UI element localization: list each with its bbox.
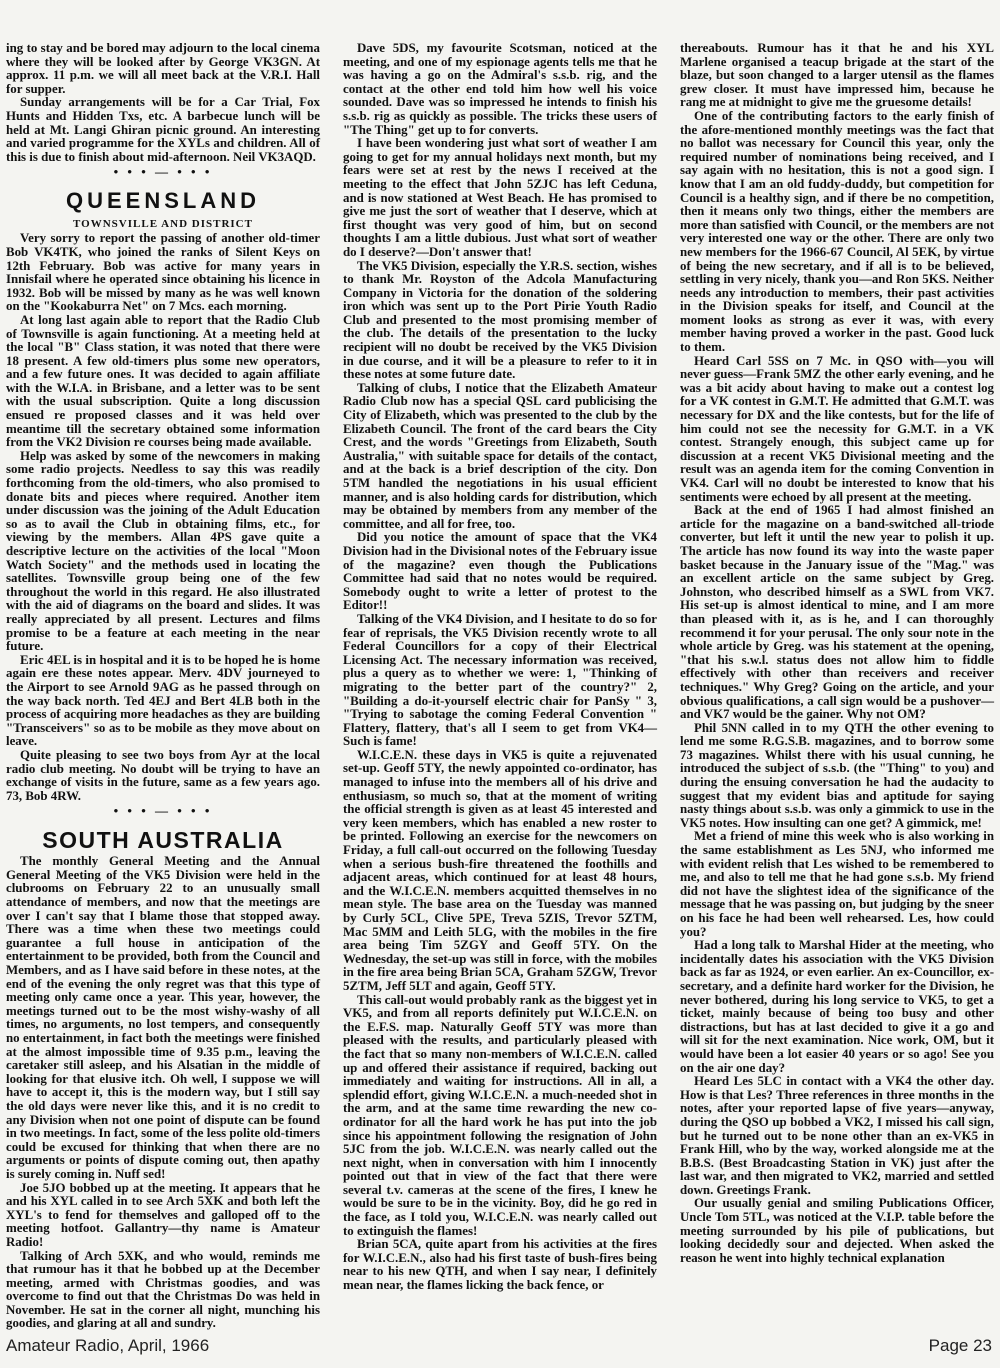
paragraph: Talking of the VK4 Division, and I hesitate to do so for fear of reprisals, the VK5 Division recently wrote to all Federal Councillors for a copy of their Electrical Licensing Act. The necessary information was received, plus a query as to whether we were: 1, "Thinking of migrating to the better part of the country?" 2, "Building a do-it-yourself electric chair for PanSy " 3, "Trying to sabotage the coming Federal Convention " Flattery, flattery, that's all I seem to get from VK4—Such is fame! <box>343 611 657 749</box>
paragraph: Phil 5NN called in to my QTH the other evening to lend me some R.G.S.B. magazines, and to borrow some 73 magazines. Whilst there with his usual cunning, he introduced the subject of s.s.b. (the "Thing" to you) and during the ensuing conversation he had the audacity to suggest that my evident bias and aptitude for saying nasty things about s.s.b. was only a gimmick to use in the VK5 notes. How insulting can one get? A gimmick, me! <box>680 720 994 830</box>
footer-publication: Amateur Radio, April, 1966 <box>6 1336 210 1355</box>
paragraph: Eric 4EL is in hospital and it is to be hoped he is home again ere these notes appear. Merv. 4DV journeyed to the Airport to see Arnold 9AG as he passed through on the way back north. Ted 4EJ and Bert 4LB both in the process of acquiring more headaches as they are building "Transceivers" so as to be mobile as they move about on leave. <box>6 652 320 749</box>
column-1 <box>6 41 320 1331</box>
paragraph: Joe 5JO bobbed up at the meeting. It appears that he and his XYL called in to see Arch 5XK and both left the XYL's to fend for themselves and galloped off to the meeting hotfoot. Gallantry—thy name is Amateur Radio! <box>6 1180 320 1249</box>
paragraph: One of the contributing factors to the early finish of the afore-mentioned monthly meetings was the fact that no ballot was necessary for Council this year, only the required number of nominations being received, and I say again with no hesitation, this is not a good sign. I know that I am an old fuddy-duddy, but competition for Council is a healthy sign, and if there be no competition, then it means only two things, either the members are more than satisfied with Council, or the members are not very interested one way or the other. There are only two new members for the 1966-67 Council, Al 5EK, by virtue of being the new secretary, and if all is to be believed, settling in very nicely, thank you—and Ron 5KS. Neither needs any introduction to members, their past activities in the Division speaks for itself, and Council at the moment looks as strong as ever it was, with every member having proved a worker in the past. Good luck to them. <box>680 108 994 355</box>
paragraph: W.I.C.E.N. these days in VK5 is quite a rejuvenated set-up. Geoff 5TY, the newly appointed co-ordinator, has managed to infuse into the members all of his drive and enthusiasm, so much so, that at the moment of writing the official strength is given as at least 45 interested and very keen members, which has enabled a new roster to be printed. Following an exercise for the newcomers on Friday, a full call-out occurred on the following Tuesday when a serious bush-fire threatened the foothills and adjacent areas, which continued for at least 48 hours, and the W.I.C.E.N. members acquitted themselves in no mean style. The base area on the Tuesday was manned by Curly 5CL, Clive 5PE, Treva 5ZIS, Trevor 5ZTM, Mac 5MM and Leith 5LG, with the mobiles in the fire area being Tim 5ZGY and Geoff 5TY. On the Wednesday, the set-up was still in force, with the mobiles in the fire area being Brian 5CA, Graham 5ZGW, Trevor 5ZTM, Jeff 5LT and again, Geoff 5TY. <box>343 747 657 993</box>
footer-page-number: Page 23 <box>928 1336 992 1355</box>
paragraph: Dave 5DS, my favourite Scotsman, noticed at the meeting, and one of my espionage agents tells me that he was having a go on the Admiral's s.s.b. rig, and the contact at the other end told him how well his voice sounded. Dave was so impressed he intends to finish his s.s.b. rig as quickly as possible. The tricks these users of "The Thing" get up to for converts. <box>343 41 657 137</box>
paragraph: Very sorry to report the passing of another old-timer Bob VK4TK, who joined the ranks of Silent Keys on 12th February. Bob was active for many years in Innisfail where he operated since obtaining his licence in 1932. Bob will be missed by many as he was well known on the "Kookaburra Net" on 7 Mcs. each morning. <box>6 231 320 314</box>
paragraph: This call-out would probably rank as the biggest yet in VK5, and from all reports definitely put W.I.C.E.N. on the E.F.S. map. Naturally Geoff 5TY was more than pleased with the results, and particularly pleased with the fact that so many non-members of W.I.C.E.N. called up and offered their assistance if required, backing out immediately and waiting for instructions. All in all, a splendid effort, giving W.I.C.E.N. a much-needed shot in the arm, and at the same time rewarding the new co-ordinator for all the hard work he has put into the job since his appointment following the resignation of John 5JC from the job. W.I.C.E.N. was nearly called out the next night, when in conversation with him I innocently pointed out that in view of the fact that there were several t.v. cameras at the scene of the fires, I knew he would be sure to be in the vicinity. Boy, did he go red in the face, as I told you, W.I.C.E.N. was nearly called out to extinguish the flames! <box>343 992 657 1238</box>
section-heading-south-australia: SOUTH AUSTRALIA <box>42 827 284 854</box>
paragraph: thereabouts. Rumour has it that he and his XYL Marlene organised a teacup brigade at the start of the blaze, but soon changed to a larger utensil as the flames grew closer. It must have impressed him, because he rang me at midnight to give me the gruesome details! <box>680 41 994 110</box>
subheading-townsville: TOWNSVILLE AND DISTRICT <box>73 218 253 231</box>
section-separator: • • • — • • • <box>113 164 213 180</box>
paragraph: Sunday arrangements will be for a Car Trial, Fox Hunts and Hidden Txs, etc. A barbecue lunch will be held at Mt. Langi Ghiran picnic ground. An interesting and varied programme for the XYLs and children. All of this is due to finish about mid-afternoon. Neil VK3AQD. <box>6 95 320 164</box>
paragraph: ing to stay and be bored may adjourn to the local cinema where they will be looked after by George VK3GN. At approx. 11 p.m. we will all meet back at the V.R.I. Hall for supper. <box>6 41 320 96</box>
paragraph: Heard Carl 5SS on 7 Mc. in QSO with—you will never guess—Frank 5MZ the other early evening, and he was a bit acidy about having to make out a contest log for a VK contest in G.M.T. He admitted that G.M.T. was necessary for DX and the like contests, but for the life of him could not see the necessity for G.M.T. in a VK contest. Strangely enough, this subject came up for discussion at a recent VK5 Divisional meeting and the result was an agenda item for the coming Convention in VK4. Carl will no doubt be interested to know that his sentiments were echoed by all present at the meeting. <box>680 353 994 504</box>
paragraph: Had a long talk to Marshal Hider at the meeting, who incidentally dates his association with the VK5 Division back as far as 1924, or even earlier. An ex-Councillor, ex-secretary, and a definite hard worker for the Division, he never bothered, during his long service to VK5, to get a ticket, mainly because of being too busy and other distractions, but has at last decided to give it a go and will sit for the next examination. Nice work, OM, but it would have been a lot easier 40 years or so ago! See you on the air one day? <box>680 938 994 1075</box>
paragraph: Met a friend of mine this week who is also working in the same establishment as Les 5NJ, who informed me with evident relish that Les wished to be remembered to me, and also to tell me that he had gone s.s.b. My friend did not have the slightest idea of the significance of the message that he was passing on, but judging by the sneer on his face he had been well rehearsed. Les, how could you? <box>680 829 994 939</box>
paragraph: At long last again able to report that the Radio Club of Townsville is again functioning. At a meeting held at the local "B" Class station, it was noted that there were 18 present. A few old-timers plus some new operators, and a few future ones. It was decided to again affiliate with the W.I.A. in Brisbane, and a letter was to be sent with the usual subscription. Quite a long discussion ensued re proposed classes and it was held over meantime till the secretary obtained some information from the VK2 Division re courses being made available. <box>6 312 320 450</box>
paragraph: Back at the end of 1965 I had almost finished an article for the magazine on a band-switched all-triode converter, but left it until the new year to polish it up. The article has now found its way into the waste paper basket because in the January issue of the "Mag." was an excellent article on the same subject by Greg. Johnston, who described himself as a SWL from VK7. His set-up is almost identical to mine, and I am more than pleased with it, as is he, and I can thoroughly recommend it for your perusal. The only sour note in the whole article by Greg. was his statement at the opening, "that his s.w.l. status does not allow him to fiddle effectively with other than receivers and receiver techniques." Why Greg? Going on the article, and your obvious qualifications, a call sign would be a pushover—and VK7 would be the gainer. Why not OM? <box>680 503 994 722</box>
column-2 <box>343 42 657 1318</box>
section-heading-queensland: QUEENSLAND <box>65 188 260 214</box>
paragraph: Brian 5CA, quite apart from his activities at the fires for W.I.C.E.N., also had his first taste of bush-fires being near to his new QTH, and when I say near, I definitely mean near, the flames licking the back fence, or <box>343 1237 657 1293</box>
paragraph: The VK5 Division, especially the Y.R.S. section, wishes to thank Mr. Royston of the Adcola Manufacturing Company in Victoria for the donation of the soldering iron which was sent up to the Port Pirie Youth Radio Club and presented to the most promising member of the club. The details of the presentation to the lucky recipient will no doubt be received by the VK5 Division in due course, and it will be a pleasure to refer to it in these notes at some future date. <box>343 258 657 382</box>
paragraph: Help was asked by some of the newcomers in making some radio projects. Needless to say this was readily forthcoming from the old-timers, who also promised to donate bits and pieces where required. Another item under discussion was the joining of the Adult Education so as to avail the Club in obtaining films, etc., for viewing by the members. Allan 4PS gave quite a descriptive lecture on the activities of the local "Moon Watch Society" and the methods used in locating the satellites. Townsville group being one of the few throughout the world in this regard. He also illustrated with the aid of diagrams on the board and slides. It was really appreciated by all present. Lectures and films promise to be a feature at each meeting in the near future. <box>6 448 320 654</box>
paragraph: Did you notice the amount of space that the VK4 Division had in the Divisional notes of the February issue of the magazine? even though the Publications Committee had said that no notes would be required. Somebody ought to write a letter of protest to the Editor!! <box>343 530 657 613</box>
paragraph: Heard Les 5LC in contact with a VK4 the other day. How is that Les? Three references in three months in the notes, after your reported lapse of five years—anyway, during the QSO up bobbed a VK2, I missed his call sign, but he turned out to be none other than an ex-VK5 in Frank Hill, who by the way, worked alongside me at the B.B.S. (Best Broadcasting Station in VK) just after the last war, and then migrated to VK2, married and settled down. Greetings Frank. <box>680 1074 994 1197</box>
paragraph: Talking of clubs, I notice that the Elizabeth Amateur Radio Club now has a special QSL card publicising the City of Elizabeth, which was presented to the club by the Elizabeth Council. The front of the card bears the City Crest, and the words "Greetings from Elizabeth, South Australia," with suitable space for details of the contact, and at the back is a brief description of the city. Don 5TM handled the negotiations in his usual efficient manner, and is also holding cards for distribution, which may be obtained by members from any member of the committee, and all for free, too. <box>343 380 657 531</box>
paragraph: Talking of Arch 5XK, and who would, reminds me that rumour has it that he bobbed up at the December meeting, armed with Christmas goodies, and was overcome to find out that the Christmas Do was held in November. He sat in the corner all night, munching his goodies, and glaring at all and sundry. <box>6 1248 320 1331</box>
paragraph: Quite pleasing to see two boys from Ayr at the local radio club meeting. No doubt will be trying to have an exchange of visits in the future, same as a few years ago. 73, Bob 4RW. <box>6 747 320 803</box>
paragraph: I have been wondering just what sort of weather I am going to get for my annual holidays next month, but my fears were set at rest by the news I received at the meeting to the effect that John 5ZJC has left Ceduna, and is now stationed at West Beach. He has promised to give me just the sort of weather that I deserve, which at first thought was very good of him, but on second thoughts I am a little dubious. Just what sort of weather do I deserve?—Don't answer that! <box>343 136 657 259</box>
section-separator: • • • — • • • <box>113 803 213 819</box>
paragraph: Our usually genial and smiling Publications Officer, Uncle Tom 5TL, was noticed at the V.I.P. table before the meeting surrounded by his pile of publications, but looking decidedly sour and dejected. When asked the reason he went into highly technical explanation <box>680 1196 994 1265</box>
column-3 <box>680 42 994 1318</box>
paragraph: The monthly General Meeting and the Annual General Meeting of the VK5 Division were held in the clubrooms on February 22 to an unusually small attendance of members, and now that the meetings are over I can't say that I blame those that stopped away. There was a time when these two meetings could guarantee a full house in anticipation of the entertainment to be provided, both from the Council and Members, and as I have said before in these notes, at the end of the evening the only regret was that this type of meeting only came once a year. This year, however, the meetings turned out to be the most wishy-washy of all times, no arguments, no lost tempers, and consequently no entertainment, in fact both the meetings were finished at the almost impossible time of 9.35 p.m., leaving the caretaker still asleep, and his Alsatian in the middle of looking for that elusive itch. Oh well, I suppose we will have to accept it, this is the modern way, but I still say the old days were never like this, and it is no credit to any Division when not one point of dispute can be found in two meetings. In fact, some of the less polite old-timers could be excused for thinking that when there are no arguments or points of dispute coming out, then apathy is surely coming in. Nuff sed! <box>6 854 320 1181</box>
